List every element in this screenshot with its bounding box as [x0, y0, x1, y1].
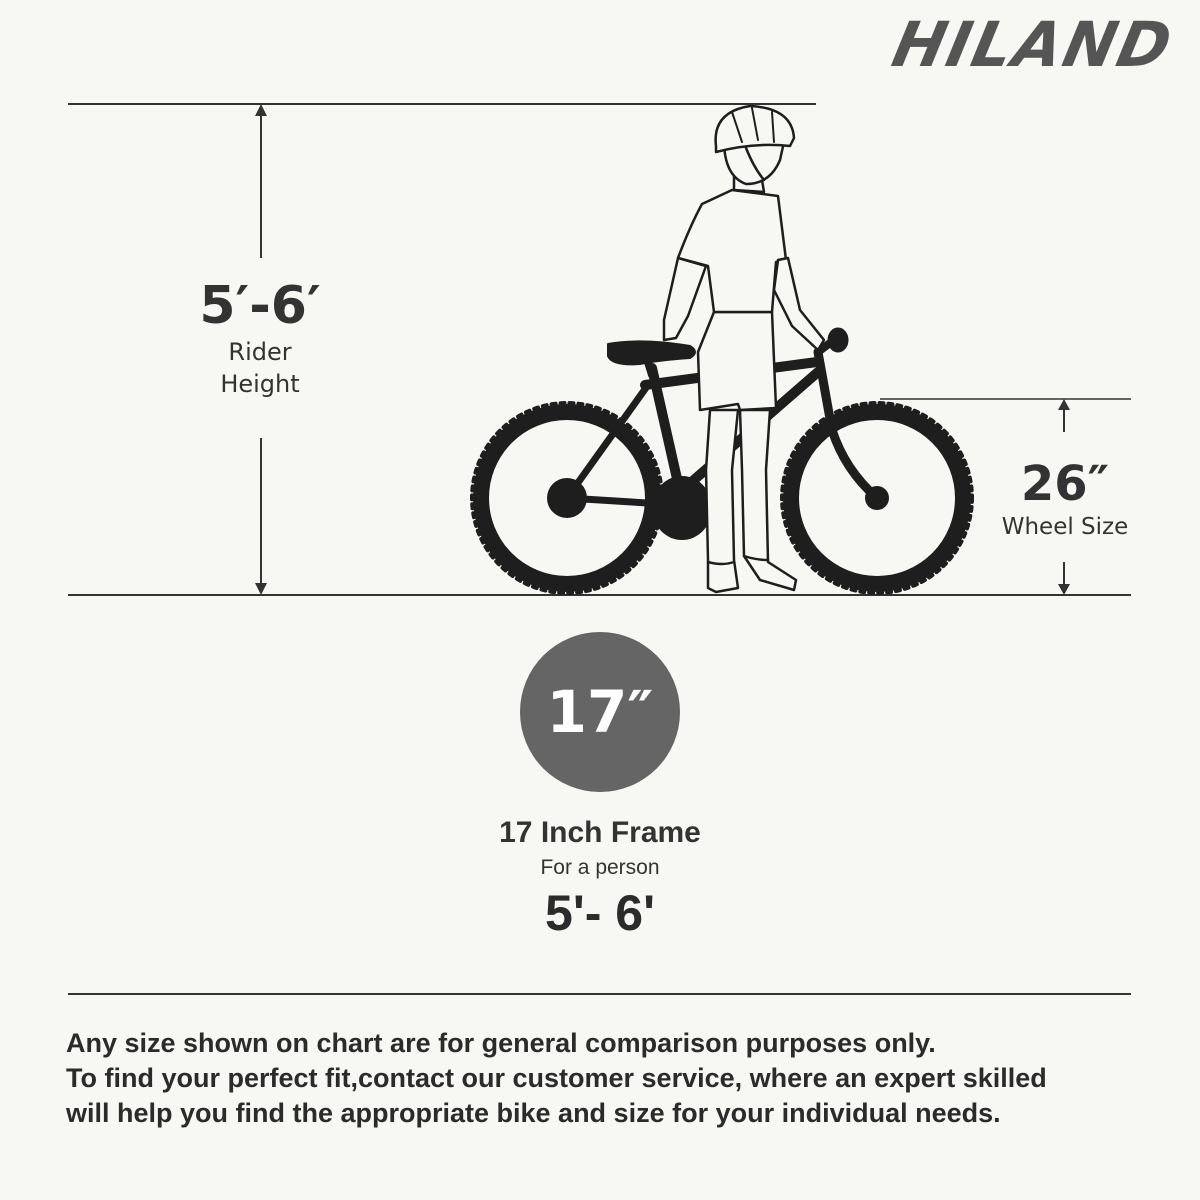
wheel-size-label: Wheel Size	[1001, 514, 1129, 540]
rider-height-label	[160, 336, 360, 400]
disclaimer-line: will help you find the appropriate bike and size for your individual needs.	[66, 1098, 1001, 1128]
frame-size-badge-text: 17″	[546, 678, 654, 746]
frame-subtitle: For a person	[540, 856, 660, 879]
brand-logo: HILAND	[886, 8, 1180, 81]
frame-title: 17 Inch Frame	[499, 816, 701, 849]
disclaimer-line: To find your perfect fit,contact our customer service, where an expert skilled	[66, 1063, 1047, 1093]
disclaimer-line: Any size shown on chart are for general comparison purposes only.	[66, 1028, 936, 1058]
disclaimer	[66, 1026, 1156, 1131]
wheel-size-value: 26″	[1020, 456, 1110, 512]
rider-height-label-line2: Height	[220, 370, 300, 398]
rider-height-label-line1: Rider	[228, 338, 292, 366]
frame-size-badge	[520, 632, 680, 792]
frame-height-range: 5'- 6'	[545, 885, 655, 941]
divider	[68, 993, 1131, 995]
rider-height-value: 5′-6′	[199, 276, 321, 336]
